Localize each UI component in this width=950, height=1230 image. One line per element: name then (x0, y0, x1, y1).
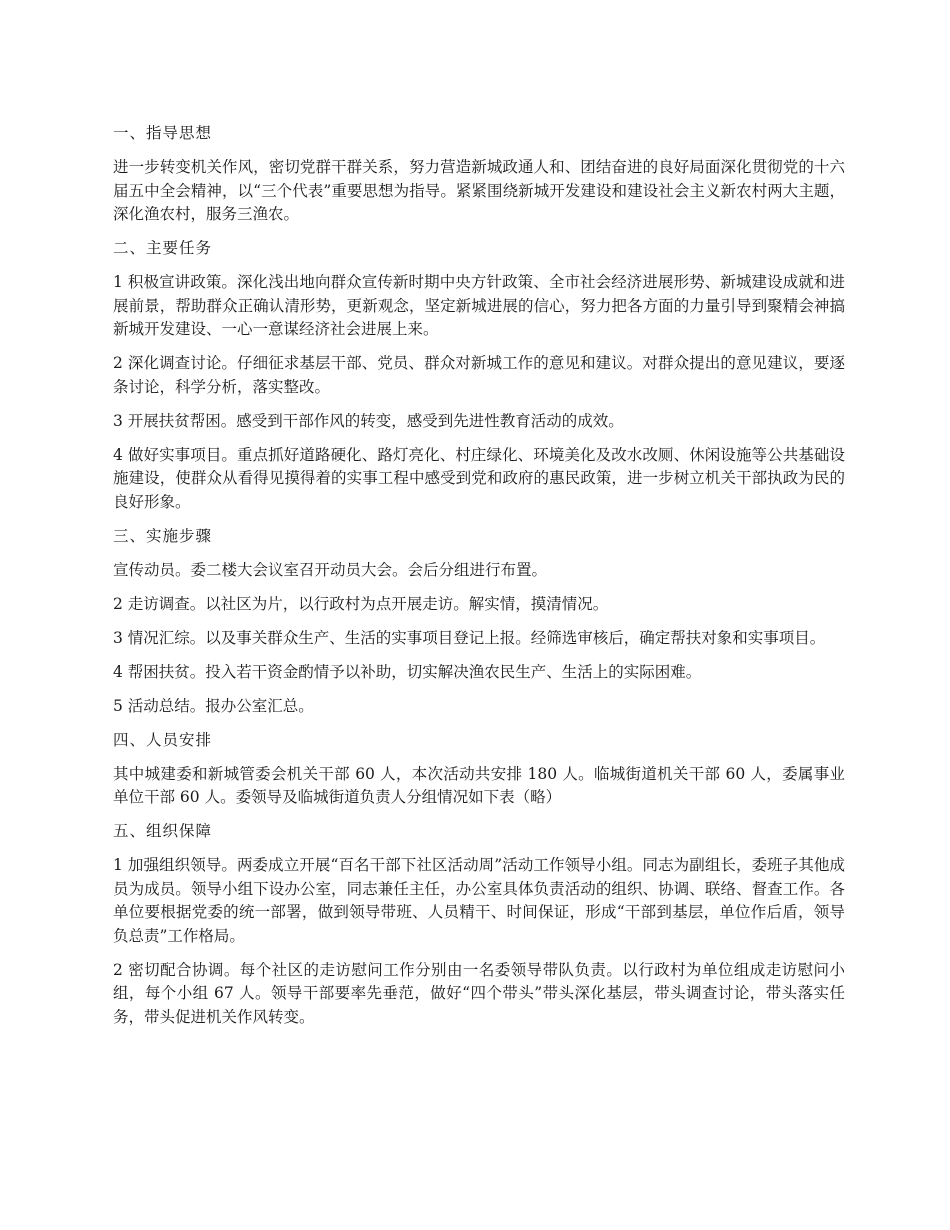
section-heading-personnel: 四、人员安排 (113, 730, 213, 749)
paragraph-guiding-ideology: 进一步转变机关作风，密切党群干群关系，努力营造新城政通人和、团结奋进的良好局面深化贯彻党的十六届五中全会精神，以“三个代表”重要思想为指导。紧紧围绕新城开发建设和建设社会主义新农村两大主题，深化渔农村，服务三渔农。 (113, 158, 845, 223)
paragraph-step-3: 3 情况汇综。以及事关群众生产、生活的实事项目登记上报。经筛选审核后，确定帮扶对象和实事项目。 (113, 628, 826, 647)
paragraph-task-3: 3 开展扶贫帮困。感受到干部作风的转变，感受到先进性教育活动的成效。 (113, 411, 624, 430)
paragraph-task-4: 4 做好实事项目。重点抓好道路硬化、路灯亮化、村庄绿化、环境美化及改水改厕、休闲设施等公共基础设施建设，使群众从看得见摸得着的实事工程中感受到党和政府的惠民政策，进一步树立机关干部执政为民的良好形象。 (113, 445, 845, 511)
paragraph-support-1: 1 加强组织领导。两委成立开展“百名干部下社区活动周”活动工作领导小组。同志为副组长，委班子其他成员为成员。领导小组下设办公室，同志兼任主任，办公室具体负责活动的组织、协调、联络、督查工作。各单位要根据党委的统一部署，做到领导带班、人员精干、时间保证，形成“干部到基层，单位作后盾，领导负总责”工作格局。 (113, 856, 845, 945)
paragraph-step-1: 宣传动员。委二楼大会议室召开动员大会。会后分组进行布置。 (113, 560, 548, 579)
paragraph-support-2: 2 密切配合协调。每个社区的走访慰问工作分别由一名委领导带队负责。以行政村为单位组成走访慰问小组，每个小组 67 人。领导干部要率先垂范，做好“四个带头”带头深化基层，带头调查讨论，带头落实任务，带头促进机关作风转变。 (113, 960, 845, 1026)
paragraph-step-4: 4 帮困扶贫。投入若干资金酌情予以补助，切实解决渔农民生产、生活上的实际困难。 (113, 662, 702, 681)
section-heading-organizational-support: 五、组织保障 (113, 822, 213, 840)
section-heading-main-tasks: 二、主要任务 (113, 239, 213, 257)
paragraph-step-2: 2 走访调查。以社区为片，以行政村为点开展走访。解实情，摸清情况。 (113, 594, 609, 613)
section-heading-guiding-ideology: 一、指导思想 (113, 124, 213, 142)
paragraph-task-1: 1 积极宣讲政策。深化浅出地向群众宣传新时期中央方针政策、全市社会经济进展形势、新城建设成就和进展前景，帮助群众正确认清形势，更新观念，坚定新城进展的信心，努力把各方面的力量引导到聚精会神搞新城开发建设、一心一意谋经济社会进展上来。 (113, 273, 845, 338)
document-body (113, 122, 845, 1040)
paragraph-step-5: 5 活动总结。报办公室汇总。 (113, 696, 314, 715)
paragraph-task-2: 2 深化调查讨论。仔细征求基层干部、党员、群众对新城工作的意见和建议。对群众提出的意见建议，要逐条讨论，科学分析，落实整改。 (113, 354, 845, 396)
paragraph-personnel: 其中城建委和新城管委会机关干部 60 人，本次活动共安排 180 人。临城街道机关干部 60 人，委属事业单位干部 60 人。委领导及临城街道负责人分组情况如下表（略） (113, 764, 845, 806)
section-heading-implementation-steps: 三、实施步骤 (113, 526, 213, 545)
